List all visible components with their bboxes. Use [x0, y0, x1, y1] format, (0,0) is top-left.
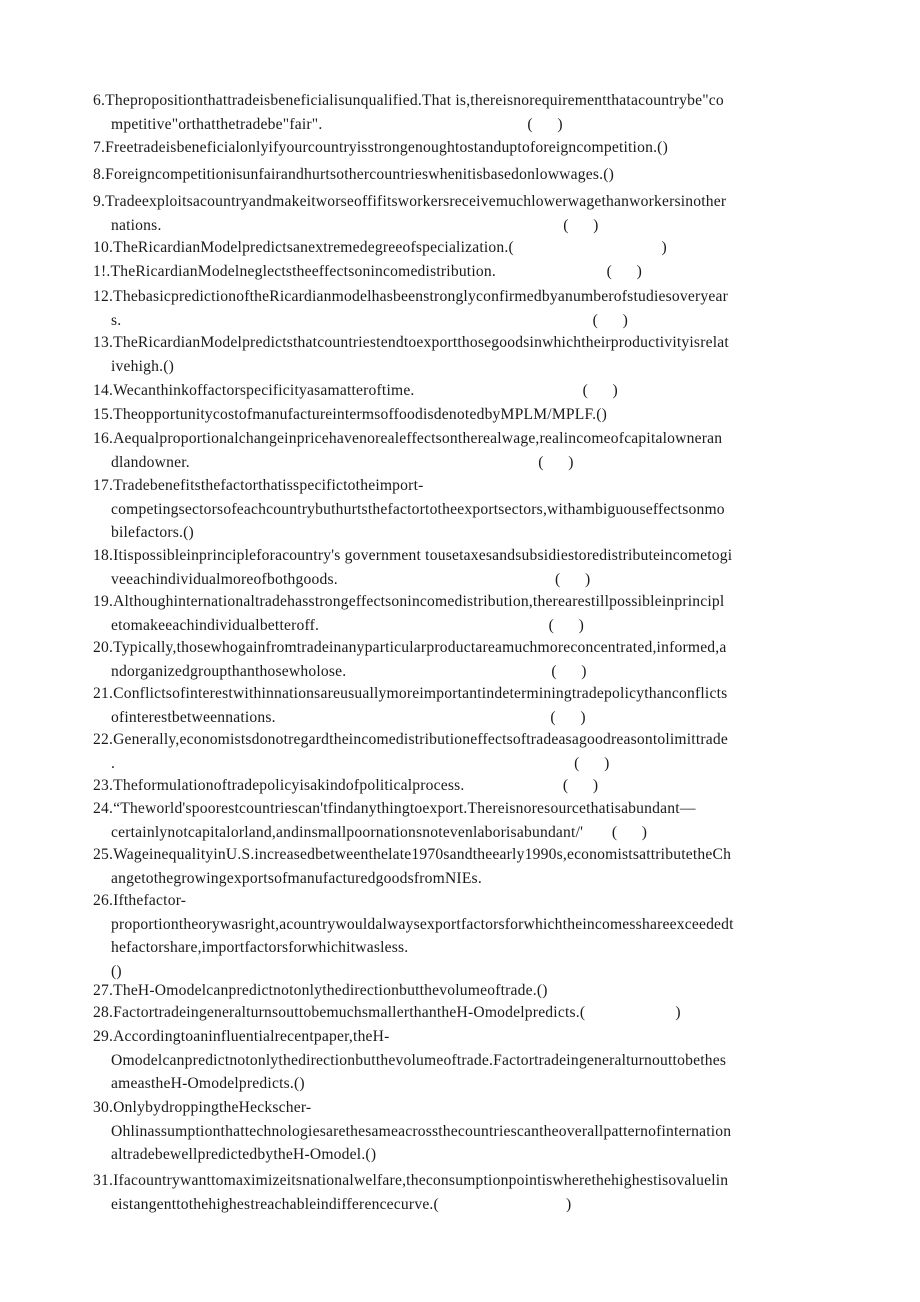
question-line: 15.TheopportunitycostofmanufactureintermsoffoodisdenotedbyMPLM/MPLF.(): [93, 406, 607, 423]
question-line: 21.Conflictsofinterestwithinnationsareusuallymoreimportantindeterminingtradepolicythanconflicts: [93, 685, 728, 702]
question-line: proportiontheorywasright,acountrywouldalwaysexportfactorsforwhichtheincomesshareexceededt: [111, 915, 734, 933]
question-18: [93, 544, 828, 591]
question-line: 6.Thepropositionthattradeisbeneficialisunqualified.That is,thereisnorequirementthatacountrybe"co: [93, 92, 724, 109]
question-19: [93, 590, 828, 637]
question-line: . ( ): [111, 754, 610, 772]
question-line: (): [111, 962, 122, 980]
question-line: Ohlinassumptionthattechnologiesarethesameacrossthecountriescantheoverallpatternofinternation: [111, 1122, 732, 1140]
question-line: ndorganizedgroupthanthosewholose. ( ): [111, 662, 587, 680]
question-line: 12.ThebasicpredictionoftheRicardianmodelhasbeenstronglyconfirmedbyanumberofstudiesoveryear: [93, 288, 729, 305]
question-line: hefactorshare,importfactorsforwhichitwasless.: [111, 939, 409, 956]
question-line: 27.TheH-Omodelcanpredictnotonlythedirectionbutthevolumeoftrade.(): [93, 982, 548, 999]
question-line: 28.FactortradeingeneralturnsouttobemuchsmallerthantheH-Omodelpredicts.( ): [93, 1004, 681, 1021]
question-24: [93, 797, 828, 844]
question-11: [93, 260, 828, 284]
question-16: [93, 427, 828, 474]
question-line: 24.“Theworld'spoorestcountriescan'tfindanythingtoexport.Thereisnoresourcethatisabundant—: [93, 800, 696, 817]
question-9: [93, 190, 828, 237]
question-25: [93, 843, 828, 890]
question-31: [93, 1169, 828, 1216]
question-8: [93, 163, 828, 187]
question-15: [93, 403, 828, 427]
question-line: 30.OnlybydroppingtheHeckscher-: [93, 1099, 312, 1116]
question-20: [93, 636, 828, 683]
question-line: 14.Wecanthinkoffactorspecificityasamatteroftime. ( ): [93, 382, 618, 399]
question-10: [93, 236, 828, 260]
question-7: [93, 136, 828, 160]
question-6: [93, 89, 828, 136]
question-line: ameastheH-Omodelpredicts.(): [111, 1075, 305, 1092]
question-line: 13.TheRicardianModelpredictsthatcountriestendtoexportthosegoodsinwhichtheirproductivityisrelat: [93, 334, 729, 351]
question-line: 10.TheRicardianModelpredictsanextremedegreeofspecialization.( ): [93, 239, 667, 256]
question-line: ivehigh.(): [111, 357, 175, 375]
question-21: [93, 682, 828, 729]
question-line: 18.Itispossibleinprincipleforacountry's government tousetaxesandsubsidiestoredistributeincometogi: [93, 547, 733, 564]
question-22: [93, 728, 828, 775]
question-line: Omodelcanpredictnotonlythedirectionbutthevolumeoftrade.Factortradeingeneralturnouttobethes: [111, 1051, 727, 1069]
question-17: [93, 474, 828, 545]
question-line: 25.WageinequalityinU.S.increasedbetweenthelate1970sandtheearly1990s,economistsattributetheCh: [93, 846, 732, 863]
question-30: [93, 1096, 828, 1167]
question-line: dlandowner. ( ): [111, 453, 574, 471]
question-27: [93, 979, 828, 1003]
question-line: angetothegrowingexportsofmanufacturedgoodsfromNIEs.: [111, 869, 482, 887]
question-line: competingsectorsofeachcountrybuthurtsthefactortotheexportsectors,withambiguouseffectsonmo: [111, 500, 725, 518]
question-line: 19.Althoughinternationaltradehasstrongeffectsonincomedistribution,therearestillpossibleinprincipl: [93, 593, 725, 610]
question-13: [93, 331, 828, 378]
question-line: altradebewellpredictedbytheH-Omodel.(): [111, 1146, 377, 1163]
question-28: [93, 1001, 828, 1025]
question-line: 23.Theformulationoftradepolicyisakindofpoliticalprocess. ( ): [93, 777, 599, 794]
question-line: 17.Tradebenefitsthefactorthatisspecifictotheimport-: [93, 477, 424, 494]
question-line: 20.Typically,thosewhogainfromtradeinanyparticularproductareamuchmoreconcentrated,informed,a: [93, 639, 727, 656]
question-line: 26.Ifthefactor-: [93, 892, 187, 909]
question-line: 8.Foreigncompetitionisunfairandhurtsothercountrieswhenitisbasedonlowwages.(): [93, 166, 615, 183]
question-14: [93, 379, 828, 403]
question-line: certainlynotcapitalorland,andinsmallpoornationsnotevenlaborisabundant/' ( ): [111, 823, 648, 841]
question-line: 1!.TheRicardianModelneglectstheeffectsonincomedistribution. ( ): [93, 263, 643, 280]
question-line: 31.Ifacountrywanttomaximizeitsnationalwelfare,theconsumptionpointiswherethehighestisovaluelin: [93, 1172, 729, 1189]
question-23: [93, 774, 828, 798]
question-29: [93, 1025, 828, 1096]
question-line: veeachindividualmoreofbothgoods. ( ): [111, 570, 591, 588]
question-12: [93, 285, 828, 332]
question-line: mpetitive"orthatthetradebe"fair". ( ): [111, 115, 563, 133]
question-line: nations. ( ): [111, 216, 599, 234]
question-line: 29.Accordingtoaninfluentialrecentpaper,theH-: [93, 1028, 390, 1045]
question-line: etomakeeachindividualbetteroff. ( ): [111, 616, 585, 634]
question-line: 9.Tradeexploitsacountryandmakeitworseoffifitsworkersreceivemuchlowerwagethanworkersinother: [93, 193, 727, 210]
question-line: bilefactors.(): [111, 524, 194, 541]
question-line: s. ( ): [111, 311, 629, 329]
question-line: 22.Generally,economistsdonotregardtheincomedistributioneffectsoftradeasagoodreasontolimittrade: [93, 731, 728, 748]
question-line: 16.Aequalproportionalchangeinpricehavenorealeffectsontherealwage,realincomeofcapitalowneran: [93, 430, 723, 447]
question-26: [93, 889, 828, 983]
question-line: eistangenttothehighestreachableindifferencecurve.( ): [111, 1195, 572, 1213]
question-line: 7.Freetradeisbeneficialonlyifyourcountryisstrongenoughtostanduptoforeigncompetition.(): [93, 139, 668, 156]
question-line: ofinterestbetweennations. ( ): [111, 708, 586, 726]
